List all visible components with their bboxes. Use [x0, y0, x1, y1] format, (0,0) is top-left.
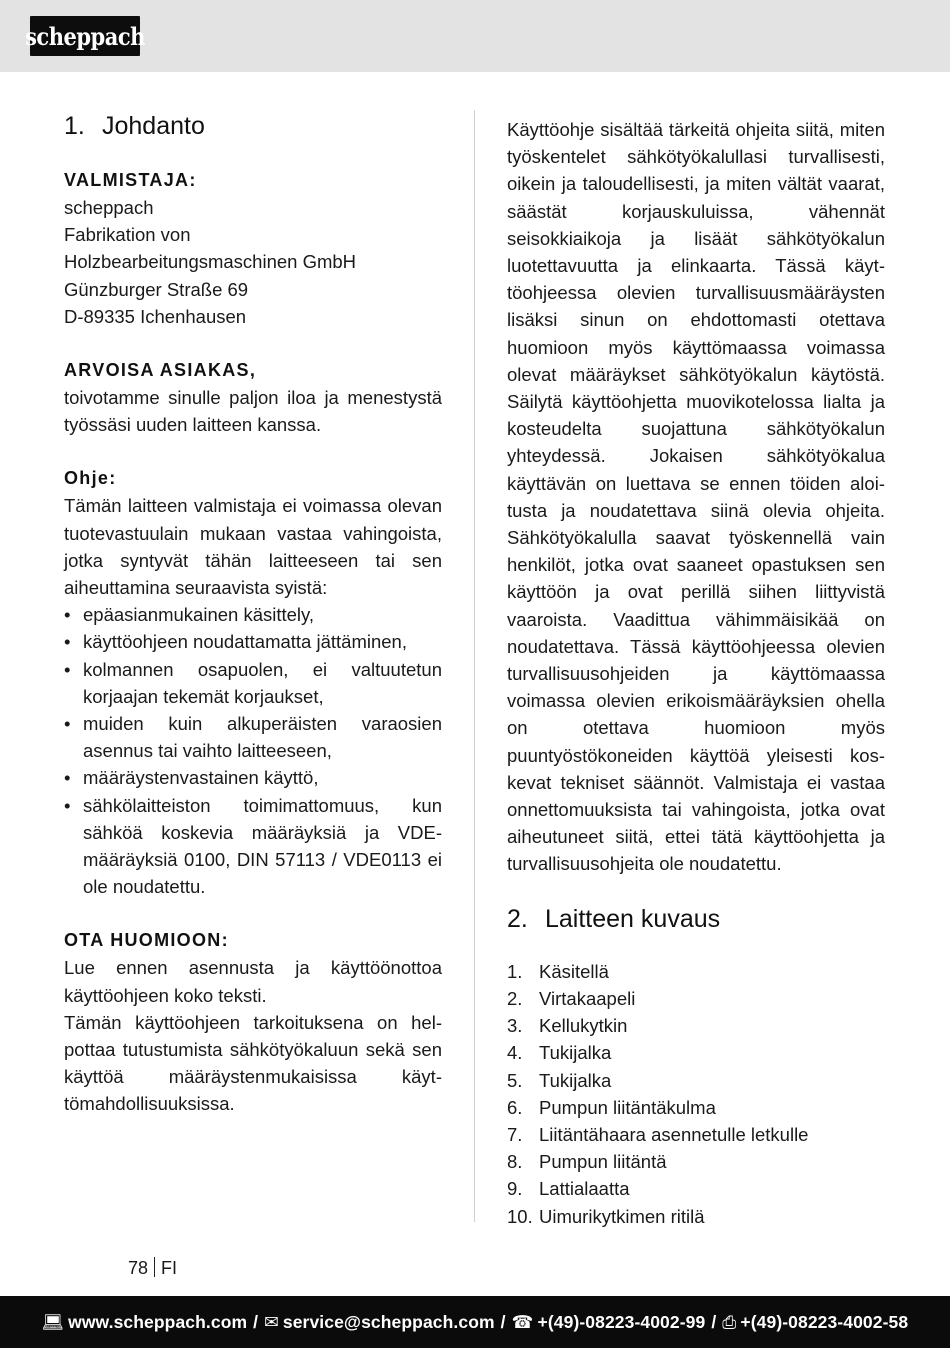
list-item: • muiden kuin alkuperäisten varaosien asennus tai vaihto laitteeseen, — [64, 710, 442, 764]
section-1-number: 1. — [64, 112, 85, 140]
list-item: • sähkölaitteiston toimimattomuus, kun sähköä koskevia määräyksiä ja VDE-määräyksiä 0100, DIN 57113 / VDE0113 ei ole noudatettu. — [64, 792, 442, 901]
list-item: 2. Virtakaapeli — [507, 987, 636, 1009]
list-item: 4. Tukijalka — [507, 1042, 612, 1064]
footer-separator: / — [711, 1311, 717, 1332]
section-1-heading — [64, 108, 442, 144]
page-language: FI — [161, 1258, 178, 1278]
telephone-icon: ☎︎ — [511, 1311, 534, 1332]
column-divider — [474, 110, 475, 1222]
list-item: 9. Lattialaatta — [507, 1178, 630, 1200]
section-2-title: Laitteen kuvaus — [545, 904, 721, 933]
footer-fax: +(49)-08223-4002-58 — [740, 1311, 909, 1332]
manufacturer-label: VALMISTAJA: — [64, 170, 197, 190]
list-item: 1. Käsitellä — [507, 960, 609, 982]
list-item: • käyttöohjeen noudattamatta jättäminen, — [64, 628, 442, 655]
manufacturer-line: D-89335 Ichenhausen — [64, 305, 247, 327]
header-bar — [0, 0, 950, 72]
list-item: • epäasianmukainen käsittely, — [64, 601, 442, 628]
scheppach-logo: scheppach — [30, 16, 140, 56]
list-item: 8. Pumpun liitäntä — [507, 1151, 667, 1173]
manufacturer-line: Günzburger Straße 69 — [64, 278, 249, 300]
footer-phone: +(49)-08223-4002-99 — [537, 1311, 706, 1332]
fax-icon: ⎙ — [722, 1311, 737, 1332]
section-1-title: Johdanto — [102, 112, 205, 140]
page-number — [128, 1256, 177, 1280]
customer-label: ARVOISA ASIAKAS, — [64, 360, 257, 381]
list-item: 3. Kellukytkin — [507, 1015, 628, 1037]
manufacturer-line: Fabrikation von — [64, 224, 191, 246]
computer-icon: 💻︎ — [41, 1311, 65, 1332]
intro-text: Käyttöohje sisältää tärkeitä ohjeita siitä, miten työskentelet sähkötyökalullasi turvallisesti, oikein ja taloudellisesti, ja miten vältät vaarat, säästät korjauskuluissa, vähennät seisokkiaikoja ja lisäät sähkötyökalun luotettavuutta ja elinkaarta. Tässä käyttöohjeessa olevien turvallisuusmääräysten lisäksi sinun on ehdottomasti otettava huomioon myös käyttömaassa voimassa olevat määräykset sähkötyökalun käytöstä. Säilytä käyttöohjetta muovikotelossa lialta ja kosteudelta suojattuna sähkötyökalun yhteydessä. Jokaisen sähkötyökalua käyttävän on luettava se ennen töiden aloitusta ja noudatettava siinä olevia ohjeita. Sähkötyökalulla saavat työskennellä vain henkilöt, jotka ovat saaneet opastuksen sen käyttöön ja ovat perillä siihen liittyvistä vaaroista. Vaadittua vähimmäisikää on noudatettava. Tässä käyttöohjeessa olevien turvallisuusohjeiden ja käyttömaassa voimassa olevien erikoismääräyksien ohella on otettava huomioon myös puuntyöstökoneiden käyttöä yleisesti koskevat tekniset säännöt. Valmistaja ei vastaa onnettomuuksista tai vahingoista, jotka ovat aiheutuneet siitä, ettei tätä käyttöohjetta ja turvallisuusohjeita ole noudatettu. — [507, 119, 885, 875]
page-separator — [154, 1257, 155, 1277]
parts-list — [507, 958, 885, 1230]
note-text: Tämän laitteen valmistaja ei voimassa olevan tuotevastuulain mukaan vastaa vahingoista, jotka syntyvät tähän laitteeseen tai sen aiheuttamina seuraavista syistä: — [64, 495, 442, 599]
attention-text: Tämän käyttöohjeen tarkoituksena on helpottaa tutustumista sähkötyökaluun sekä sen käyttöä määräystenmukaisissa käyttömahdollisuuksissa. — [64, 1011, 442, 1115]
footer-email[interactable]: service@scheppach.com — [282, 1311, 495, 1332]
right-column — [507, 116, 885, 1230]
footer-separator: / — [500, 1311, 506, 1332]
list-item: 10. Uimurikytkimen ritilä — [507, 1205, 705, 1227]
note-label: Ohje: — [64, 468, 117, 489]
section-2-heading — [507, 901, 885, 937]
section-2-number: 2. — [507, 904, 528, 933]
attention-label: OTA HUOMIOON: — [64, 930, 229, 951]
manufacturer-line: Holzbearbeitungsmaschinen GmbH — [64, 251, 357, 273]
attention-text: Lue ennen asennusta ja käyttöönottoa käyttöohjeen koko teksti. — [64, 957, 442, 1006]
footer-separator: / — [253, 1311, 259, 1332]
manufacturer-line: scheppach — [64, 197, 154, 218]
footer-bar — [0, 1296, 950, 1348]
liability-list — [64, 601, 442, 900]
list-item: 5. Tukijalka — [507, 1069, 612, 1091]
list-item: • kolmannen osapuolen, ei valtuutetun korjaajan tekemät korjaukset, — [64, 656, 442, 710]
envelope-icon: ✉︎ — [264, 1311, 279, 1332]
list-item: • määräystenvastainen käyttö, — [64, 764, 442, 791]
customer-text: toivotamme sinulle paljon iloa ja menestystä työssäsi uuden laitteen kanssa. — [64, 387, 442, 436]
page-number-value: 78 — [128, 1258, 149, 1278]
list-item: 7. Liitäntähaara asennetulle letkulle — [507, 1123, 809, 1145]
left-column — [64, 108, 442, 1118]
footer-website[interactable]: www.scheppach.com — [68, 1311, 248, 1332]
list-item: 6. Pumpun liitäntäkulma — [507, 1096, 716, 1118]
